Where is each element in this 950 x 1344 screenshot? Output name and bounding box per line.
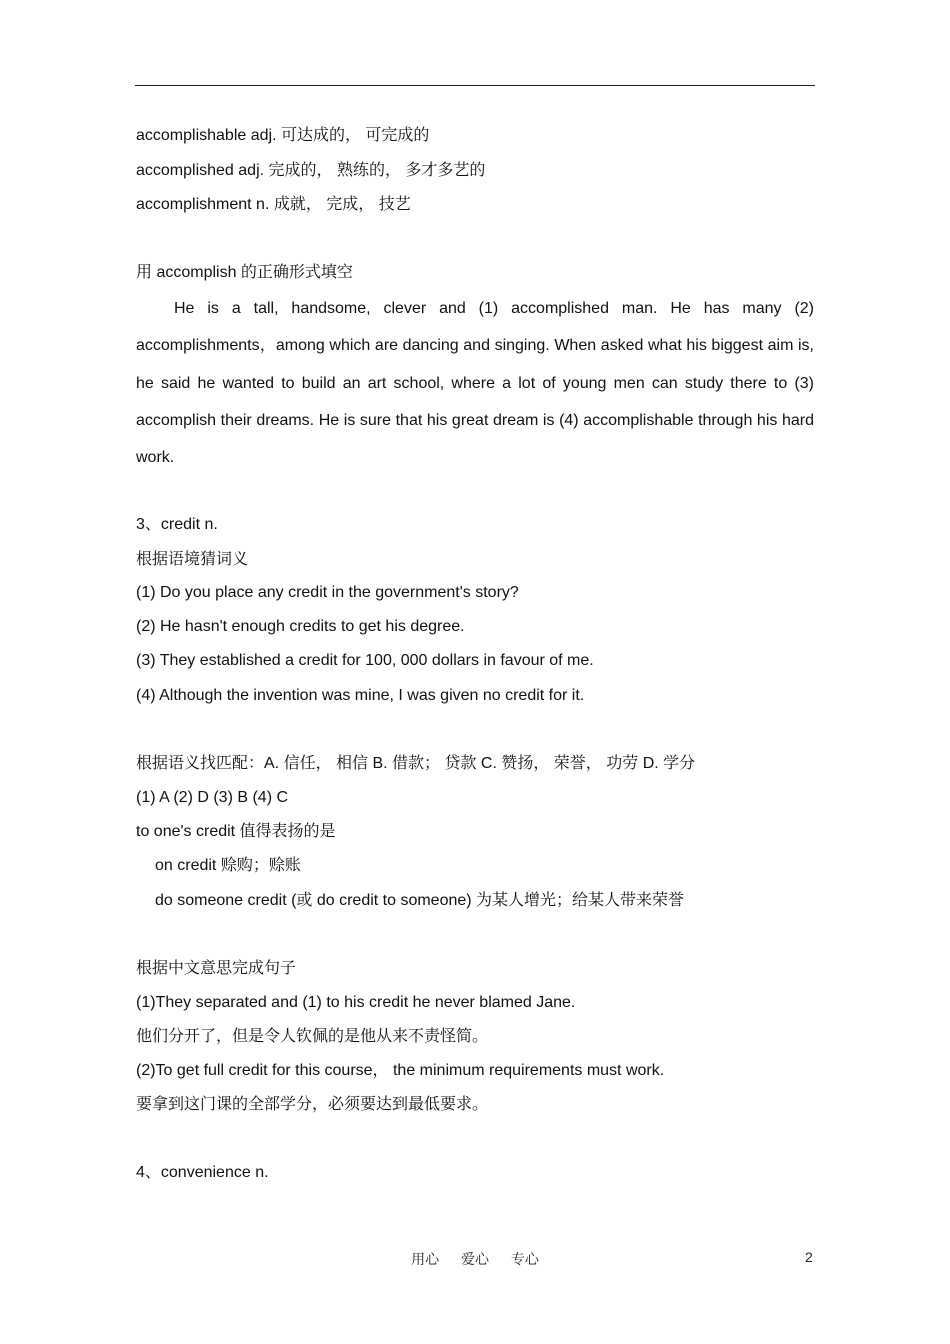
example-4: (4) Although the invention was mine, I was given no credit for it. [136, 687, 585, 704]
vocab-line-1: accomplishable adj. 可达成的， 可完成的 [136, 127, 430, 144]
guess-heading: 根据语境猜词义 [136, 551, 249, 568]
example-3: (3) They established a credit for 100, 000 dollars in favour of me. [136, 652, 594, 669]
example-2: (2) He hasn't enough credits to get his degree. [136, 618, 465, 635]
sentence-1-translation: 他们分开了，但是令人钦佩的是他从来不责怪简。 [136, 1028, 489, 1045]
fill-paragraph: He is a tall, handsome, clever and (1) accomplished man. He has many (2) accomplishments，among which are dancing and singing. When asked what his biggest aim is, he said he wanted to build an art school, where a lot of young men can study there to (3) accomplish their dreams. He is sure that his great dream is (4) accomplishable through his hard work. [136, 300, 815, 467]
complete-heading: 根据中文意思完成句子 [136, 960, 297, 977]
sentence-1: (1)They separated and (1) to his credit he never blamed Jane. [136, 994, 576, 1011]
vocab-line-2: accomplished adj. 完成的， 熟练的， 多才多艺的 [136, 162, 486, 179]
header-rule [135, 85, 815, 86]
phrase-3: do someone credit (或 do credit to someone) 为某人增光；给某人带来荣誉 [155, 892, 685, 909]
page-number: 2 [805, 1249, 813, 1265]
footer-motto: 用心 爱心 专心 [411, 1251, 539, 1267]
section-4-title: 4、convenience n. [136, 1164, 269, 1181]
vocab-line-3: accomplishment n. 成就， 完成， 技艺 [136, 196, 411, 213]
match-answers: (1) A (2) D (3) B (4) C [136, 789, 289, 806]
sentence-2-translation: 要拿到这门课的全部学分，必须要达到最低要求。 [136, 1096, 489, 1113]
section-3-title: 3、credit n. [136, 516, 218, 533]
example-1: (1) Do you place any credit in the government's story? [136, 584, 519, 601]
phrase-2: on credit 赊购；赊账 [155, 857, 301, 874]
sentence-2: (2)To get full credit for this course， the minimum requirements must work. [136, 1062, 665, 1079]
match-heading: 根据语义找匹配：A. 信任， 相信 B. 借款； 贷款 C. 赞扬， 荣誉， 功劳 D. 学分 [136, 755, 696, 772]
phrase-1: to one's credit 值得表扬的是 [136, 823, 336, 840]
fill-heading: 用 accomplish 的正确形式填空 [136, 264, 353, 281]
